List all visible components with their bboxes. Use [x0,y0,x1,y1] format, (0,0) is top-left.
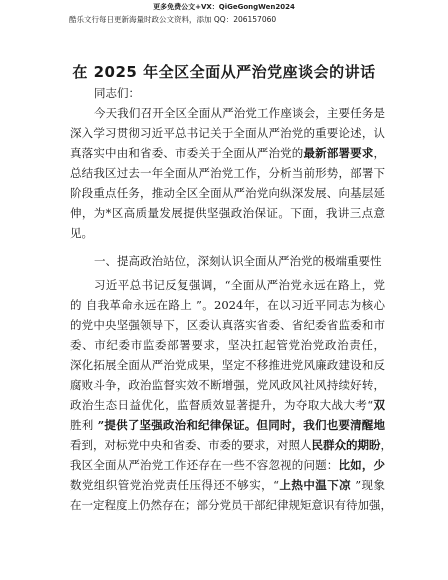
text-line [70,415,385,435]
ad-line: 酷乐文行每日更新海量时政公文资料，添加 QQ：206157060 [69,15,277,24]
text-line [70,143,385,163]
salutation: 同志们： [94,86,140,100]
bold-phrase: 上热中温下凉 [278,478,352,492]
bold-phrase: 双 [373,398,385,412]
text-line [70,435,392,455]
text-line: 伸，为*区高质量发展提供坚强政治保证。下面，我讲三点意 [70,206,385,220]
text-segment: ， [373,146,386,160]
text-line: 习近平总书记反复强调，“全面从严治党永远在路上，党 [94,278,385,292]
text-segment: 真落实中由和省委、市委关于全面从严治党的 [70,146,304,160]
text-line: 今天我们召开全区全面从严治党工作座谈会，主要任务是 [94,106,385,120]
bold-phrase: ”提供了坚强政治和纪律保证。但同时，我们也要清醒地 [93,418,385,432]
text-line [70,455,385,475]
text-segment: 数党组织管党治党责任压得还不够实，“ [70,478,279,492]
text-segment: 政治生态日益优化，监督质效显著提升，为夺取大战大考“ [70,398,374,412]
bold-phrase: 民群众的期盼 [311,438,381,452]
text-segment: 胜利 [70,418,94,432]
paragraph-section-1 [70,275,392,515]
text-line [70,395,385,415]
text-segment: 看到，对标党中央和省委、市委的要求，对照人 [70,438,312,452]
bold-phrase: 比如，少 [338,458,386,472]
document-title: 在 2025 年全区全面从严治党座谈会的讲话 [72,63,376,81]
document-body [70,83,392,515]
text-line: 总结我区过去一年全面从严治党工作，分析当前形势，部署下 [70,166,385,180]
text-line: 腐败斗争，政治监督实效不断增强，党风政风社风持续好转， [70,378,385,392]
text-line [70,475,385,495]
text-segment: 我区全面从严治党工作还存在一些不容忽视的问题： [70,458,339,472]
text-segment: ， [380,438,392,452]
text-line: 见。 [70,226,93,240]
text-line: 委、市纪委市监委部署要求，坚决扛起管党治党政治责任， [70,338,385,352]
section-heading: 一、提高政治站位，深刻认识全面从严治党的极端重要性 [94,254,382,268]
text-line: 的党中央坚强领导下，区委认真落实省委、省纪委省监委和市 [70,318,385,332]
text-line: 阶段重点任务，推动全区全面从严治党向纵深发展、向基层延 [70,186,385,200]
text-line: 的 自我革命永远在路上 ”。2024年，在以习近平同志为核心 [70,298,385,312]
text-segment: ”现象 [351,478,385,492]
text-line: 在一定程度上仍然存在；部分党员干部纪律规矩意识有待加强， [70,498,392,512]
promo-banner: 更多免费公文+VX：QiGeGongWen2024 [153,3,295,11]
text-line: 深入学习贯彻习近平总书记关于全面从严治党的重要论述，认 [70,126,385,140]
bold-phrase: 最新部署要求 [303,146,374,160]
paragraph-intro [70,103,385,243]
text-line: 深化拓展全面从严治党成果，坚定不移推进党风廉政建设和反 [70,358,385,372]
